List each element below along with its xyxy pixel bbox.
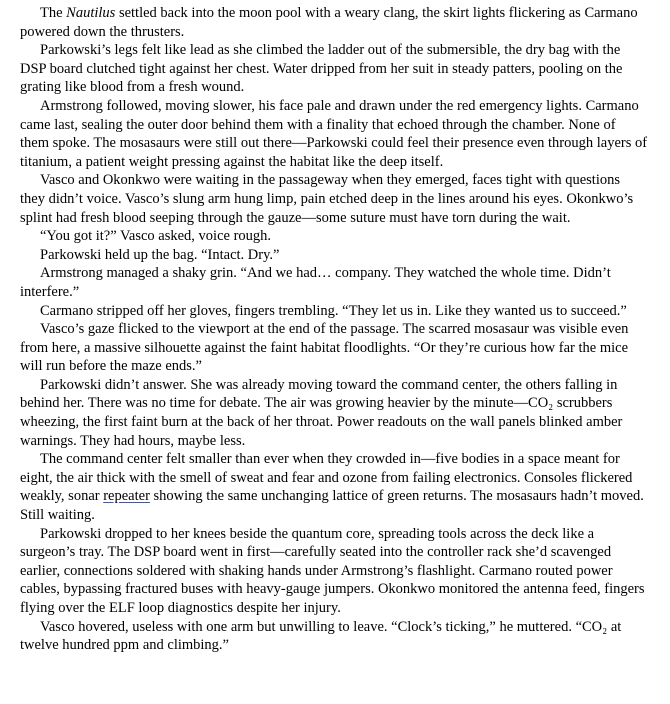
spellcheck-flagged-word[interactable]: repeater	[103, 488, 150, 505]
paragraph	[20, 302, 648, 321]
text-run: settled back into the moon pool with a weary clang, the skirt lights flickering as Carmano powered down the thrusters.	[20, 5, 638, 40]
text-run: Vasco’s gaze flicked to the viewport at the end of the passage. The scarred mosasaur was visible even from here, a massive silhouette against the faint habitat floodlights. “Or they’re curious how far the mice will run before the maze ends.”	[20, 321, 629, 375]
paragraph	[20, 320, 648, 376]
paragraph	[20, 97, 648, 171]
paragraph	[20, 618, 648, 655]
text-run: Vasco hovered, useless with one arm but unwilling to leave. “Clock’s ticking,” he muttered. “CO₂ at twelve hundred ppm and climbing.”	[20, 618, 622, 654]
paragraph	[20, 450, 648, 524]
text-run: Vasco and Okonkwo were waiting in the passageway when they emerged, faces tight with questions they didn’t voice. Vasco’s slung arm hung limp, pain etched deep in the lines around his eyes. Okonkwo’s splint had fresh blood seeping through the gauze—some suture must have torn during the wait.	[20, 172, 634, 226]
text-run: Parkowski didn’t answer. She was already moving toward the command center, the others falling in behind her. There was no time for debate. The air was growing heavier by the minute—CO₂ scrubbers wheezing, the first faint burn at the back of her throat. Power readouts on the wall panels blinked amber warnings. They had hours, maybe less.	[20, 376, 623, 449]
text-run: showing the same unchanging lattice of green returns. The mosasaurs hadn’t moved. Still waiting.	[20, 488, 644, 524]
text-run: Parkowski’s legs felt like lead as she climbed the ladder out of the submersible, the dry bag with the DSP board clutched tight against her chest. Water dripped from her suit in steady patters, pooling on the grating like blood from a fresh wound.	[20, 42, 623, 96]
paragraph	[20, 227, 648, 246]
paragraph	[20, 264, 648, 301]
paragraph	[20, 4, 648, 41]
paragraph	[20, 41, 648, 97]
paragraph	[20, 376, 648, 450]
paragraph	[20, 525, 648, 618]
paragraph	[20, 171, 648, 227]
vessel-name-italic: Nautilus	[66, 5, 116, 21]
paragraph	[20, 246, 648, 265]
text-run: “You got it?” Vasco asked, voice rough.	[40, 228, 272, 245]
text-run: Armstrong managed a shaky grin. “And we had… company. They watched the whole time. Didn’t interfere.”	[20, 265, 611, 300]
text-run: The command center felt smaller than ever when they crowded in—five bodies in a space meant for eight, the air thick with the smell of sweat and fear and ozone from failing electronics. Consoles flickered weakly, sonar	[20, 451, 633, 505]
text-run: Armstrong followed, moving slower, his face pale and drawn under the red emergency lights. Carmano came last, sealing the outer door behind them with a finality that echoed through the chamber. None of them spoke. The mosasaurs were still out there—Parkowski could feel their presence even through layers of titanium, a patient weight pressing against the habitat like the deep itself.	[20, 97, 648, 170]
text-run: Parkowski held up the bag. “Intact. Dry.”	[40, 246, 280, 263]
text-run: The	[40, 5, 67, 21]
text-run: Parkowski dropped to her knees beside the quantum core, spreading tools across the deck like a surgeon’s tray. The DSP board went in first—carefully seated into the controller rack she’d scavenged earlier, connections soldered with shaking hands under Armstrong’s flashlight. Carmano routed power cables, bypassing fractured buses with heavy-gauge jumpers. Okonkwo monitored the antenna feed, fingers flying over the ELF loop diagnostics despite her injury.	[20, 525, 645, 616]
text-run: Carmano stripped off her gloves, fingers trembling. “They let us in. Like they wanted us to succeed.”	[40, 302, 627, 319]
document-page	[20, 4, 648, 655]
